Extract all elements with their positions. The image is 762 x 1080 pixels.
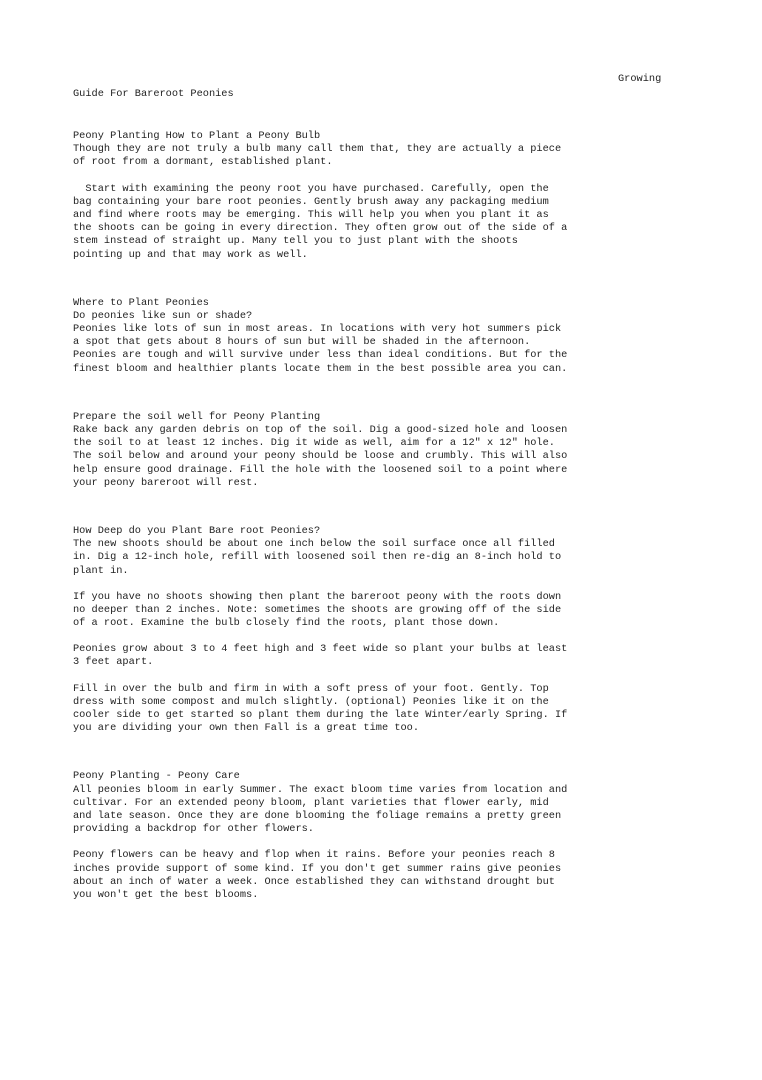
section-where: [73, 297, 693, 376]
text-line: cooler side to get started so plant them during the late Winter/early Spring. If: [73, 709, 568, 721]
header-category: Growing: [618, 73, 662, 85]
section-depth: [73, 525, 693, 735]
paragraph: [73, 525, 693, 578]
text-line: about an inch of water a week. Once established they can withstand drought but: [73, 875, 555, 888]
paragraph: [73, 591, 693, 631]
text-line: the shoots can be going in every direction. They often grow out of the side of a: [73, 222, 568, 235]
text-line: and find where roots may be emerging. This will help you when you plant it as: [73, 208, 549, 221]
text-line: of a root. Examine the bulb closely find the roots, plant those down.: [73, 617, 500, 630]
text-line: If you have no shoots showing then plant the bareroot peony with the roots down: [73, 590, 562, 603]
text-line: inches provide support of some kind. If you don't get summer rains give peonies: [73, 862, 562, 875]
text-line: cultivar. For an extended peony bloom, plant varieties that flower early, mid: [73, 796, 549, 809]
section-heading: Prepare the soil well for Peony Planting: [73, 410, 321, 423]
section-spacer: [73, 262, 693, 297]
text-line: and late season. Once they are done blooming the foliage remains a pretty green: [73, 809, 562, 822]
section-heading: Peony Planting How to Plant a Peony Bulb: [73, 130, 321, 142]
document-body: [73, 130, 693, 902]
text-line: Peony flowers can be heavy and flop when it rains. Before your peonies reach 8: [73, 849, 555, 862]
paragraph: [73, 849, 693, 902]
text-line: of root from a dormant, established plant.: [73, 156, 333, 169]
section-spacer: [73, 490, 693, 525]
paragraph: [73, 411, 693, 490]
section-spacer: [73, 376, 693, 411]
text-line: you are dividing your own then Fall is a great time too.: [73, 722, 420, 735]
text-line: stem instead of straight up. Many tell you to just plant with the shoots: [73, 235, 518, 248]
paragraph: [73, 643, 693, 669]
text-line: in. Dig a 12-inch hole, refill with loosened soil then re-dig an 8-inch hold to: [73, 551, 562, 564]
text-line: bag containing your bare root peonies. Gently brush away any packaging medium: [73, 195, 549, 208]
section-intro: [73, 130, 693, 262]
section-care: [73, 770, 693, 902]
text-line: Peonies grow about 3 to 4 feet high and 3 feet wide so plant your bulbs at least: [73, 643, 568, 656]
text-line: finest bloom and healthier plants locate them in the best possible area you can.: [73, 362, 568, 375]
text-line: Start with examining the peony root you have purchased. Carefully, open the: [73, 182, 549, 195]
text-line: help ensure good drainage. Fill the hole with the loosened soil to a point where: [73, 463, 568, 476]
text-line: plant in.: [73, 564, 129, 577]
text-line: All peonies bloom in early Summer. The exact bloom time varies from location and: [73, 783, 568, 796]
paragraph: [73, 297, 693, 376]
document-title: Guide For Bareroot Peonies: [73, 88, 234, 100]
section-heading: Where to Plant Peonies: [73, 296, 209, 309]
paragraph: [73, 770, 693, 836]
text-line: Fill in over the bulb and firm in with a soft press of your foot. Gently. Top: [73, 682, 549, 695]
paragraph-spacer: [73, 670, 693, 683]
paragraph-spacer: [73, 578, 693, 591]
paragraph-spacer: [73, 836, 693, 849]
paragraph-spacer: [73, 630, 693, 643]
paragraph: [73, 183, 693, 262]
text-line: you won't get the best blooms.: [73, 888, 259, 901]
text-line: the soil to at least 12 inches. Dig it wide as well, aim for a 12" x 12" hole.: [73, 437, 555, 450]
paragraph: [73, 683, 693, 736]
text-line: Rake back any garden debris on top of the soil. Dig a good-sized hole and loosen: [73, 424, 568, 436]
text-line: 3 feet apart.: [73, 656, 154, 669]
section-heading: How Deep do you Plant Bare root Peonies?: [73, 524, 321, 537]
text-line: Though they are not truly a bulb many call them that, they are actually a piece: [73, 143, 562, 156]
text-line: Peonies are tough and will survive under less than ideal conditions. But for the: [73, 349, 568, 362]
text-line: The new shoots should be about one inch below the soil surface once all filled: [73, 538, 555, 551]
paragraph-spacer: [73, 170, 693, 183]
text-line: Do peonies like sun or shade?: [73, 309, 253, 322]
text-line: The soil below and around your peony should be loose and crumbly. This will also: [73, 450, 568, 463]
paragraph: [73, 130, 693, 170]
text-line: providing a backdrop for other flowers.: [73, 823, 314, 836]
text-line: your peony bareroot will rest.: [73, 476, 259, 489]
text-line: a spot that gets about 8 hours of sun but will be shaded in the afternoon.: [73, 336, 531, 349]
text-line: dress with some compost and mulch slightly. (optional) Peonies like it on the: [73, 695, 549, 708]
text-line: Peonies like lots of sun in most areas. In locations with very hot summers pick: [73, 323, 562, 336]
section-heading: Peony Planting - Peony Care: [73, 770, 240, 783]
text-line: pointing up and that may work as well.: [73, 248, 308, 261]
text-line: no deeper than 2 inches. Note: sometimes the shoots are growing off of the side: [73, 603, 562, 616]
section-prepare: [73, 411, 693, 490]
section-spacer: [73, 735, 693, 770]
